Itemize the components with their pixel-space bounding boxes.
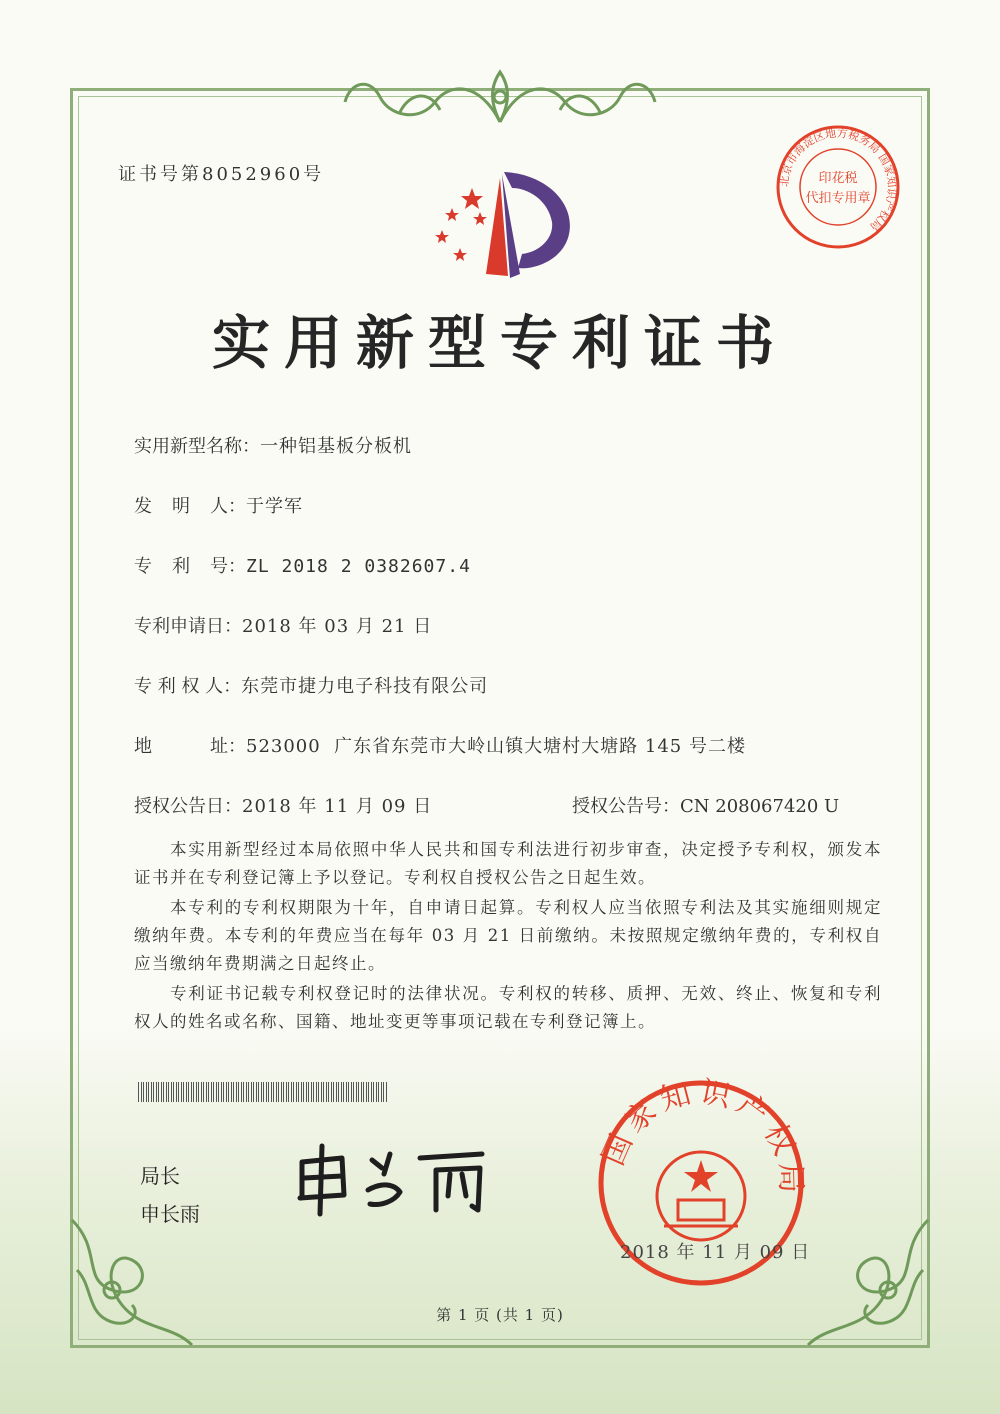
certificate-number: 证书号第8052960号 — [118, 164, 325, 185]
field-grant-no-label: 授权公告号： — [572, 796, 680, 817]
handwritten-signature — [290, 1140, 510, 1220]
label-char: 专 — [134, 556, 152, 577]
paragraph-2: 本专利的专利权期限为十年，自申请日起算。专利权人应当依照专利法及其实施细则规定缴纳年费。本专利的年费应当在每年 03 月 21 日前缴纳。未按照规定缴纳年费的，专利权自应当缴纳年费期满之日起终止。 — [134, 898, 882, 973]
label-char: 利 — [172, 556, 190, 577]
label-char: 人： — [210, 496, 246, 517]
field-address-value: 523000 广东省东莞市大岭山镇大塘村大塘路 145 号二楼 — [246, 736, 746, 757]
seal-text: 国家知识产权局 — [595, 1076, 808, 1200]
tax-stamp-center-1: 印花税 — [818, 171, 858, 186]
bottom-right-ornament — [798, 1210, 938, 1360]
field-grant-date-label: 授权公告日： — [134, 796, 242, 817]
field-patent-no-value: ZL 2018 2 0382607.4 — [246, 556, 471, 577]
field-filing-date — [134, 612, 432, 638]
field-name — [134, 432, 412, 458]
field-inventor-label-spread — [134, 492, 246, 518]
field-address-label-spread — [134, 732, 246, 758]
field-grant-no-value: CN 208067420 U — [680, 796, 840, 817]
field-filing-date-value: 2018 年 03 月 21 日 — [242, 616, 433, 637]
field-name-label: 实用新型名称： — [134, 436, 260, 457]
seal-date: 2018 年 11 月 09 日 — [620, 1242, 811, 1263]
signatory-name: 申长雨 — [140, 1202, 200, 1226]
certificate-title: 实用新型专利证书 — [211, 309, 788, 377]
patent-office-logo-icon — [428, 166, 584, 282]
barcode — [138, 1082, 388, 1102]
field-grant-date-value: 2018 年 11 月 09 日 — [242, 796, 433, 817]
bottom-left-ornament — [62, 1210, 202, 1360]
field-address — [134, 732, 746, 758]
field-grant-date — [134, 792, 432, 818]
field-name-value: 一种铝基板分板机 — [260, 436, 412, 457]
field-patent-no-label-spread — [134, 552, 246, 578]
tax-stamp — [770, 122, 906, 252]
label-char: 地 — [134, 736, 152, 757]
field-owner-value: 东莞市捷力电子科技有限公司 — [241, 676, 489, 697]
label-char: 址： — [210, 736, 246, 757]
tax-stamp-center-2: 代扣专用章 — [805, 191, 871, 206]
tax-stamp-ring-text: 北京市海淀区地方税务局 国家知识产权局 — [777, 126, 899, 234]
paragraph-3: 专利证书记载专利权登记时的法律状况。专利权的转移、质押、无效、终止、恢复和专利权人的姓名或名称、国籍、地址变更等事项记载在专利登记簿上。 — [134, 984, 882, 1031]
field-owner-label: 专 利 权 人： — [134, 676, 242, 697]
field-grant-no — [572, 792, 839, 818]
field-patent-no — [134, 552, 471, 578]
field-filing-date-label: 专利申请日： — [134, 616, 242, 637]
label-char: 明 — [172, 496, 190, 517]
field-inventor-value: 于学军 — [246, 496, 303, 517]
label-char: 号： — [210, 556, 246, 577]
field-inventor — [134, 492, 303, 518]
field-owner — [134, 672, 488, 698]
page-footer: 第 1 页 (共 1 页) — [436, 1306, 564, 1324]
top-ornament — [340, 62, 660, 132]
signatory-title: 局长 — [140, 1164, 180, 1188]
paragraph-1: 本实用新型经过本局依照中华人民共和国专利法进行初步审查，决定授予专利权，颁发本证书并在专利登记簿上予以登记。专利权自授权公告之日起生效。 — [134, 840, 882, 887]
label-char: 发 — [134, 496, 152, 517]
